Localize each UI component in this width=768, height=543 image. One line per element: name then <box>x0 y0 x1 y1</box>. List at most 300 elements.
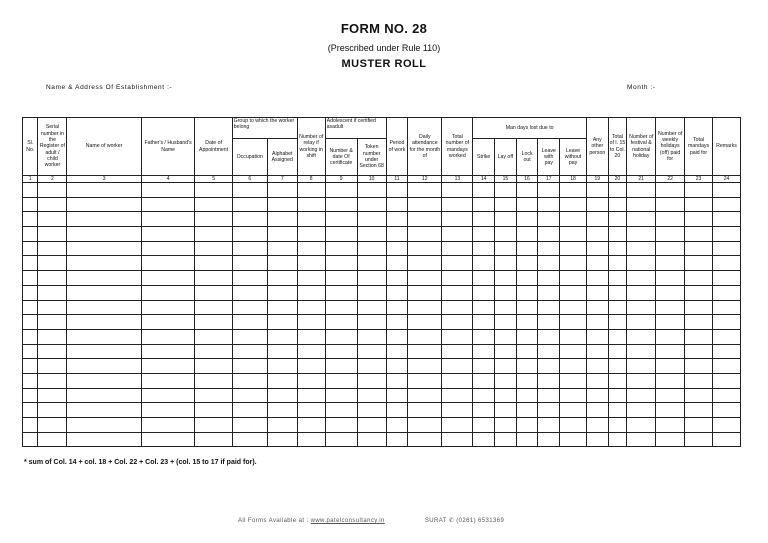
table-cell[interactable] <box>627 344 656 359</box>
table-cell[interactable] <box>408 373 442 388</box>
table-cell[interactable] <box>141 388 195 403</box>
table-cell[interactable] <box>586 300 608 315</box>
table-cell[interactable] <box>586 373 608 388</box>
table-cell[interactable] <box>386 241 408 256</box>
table-cell[interactable] <box>38 212 67 227</box>
table-cell[interactable] <box>712 197 740 212</box>
table-cell[interactable] <box>386 315 408 330</box>
table-cell[interactable] <box>656 388 685 403</box>
table-cell[interactable] <box>495 373 517 388</box>
table-cell[interactable] <box>442 418 473 433</box>
table-cell[interactable] <box>560 359 587 374</box>
table-cell[interactable] <box>627 256 656 271</box>
table-cell[interactable] <box>67 227 141 242</box>
table-cell[interactable] <box>442 359 473 374</box>
table-cell[interactable] <box>538 373 560 388</box>
table-cell[interactable] <box>23 315 38 330</box>
table-cell[interactable] <box>442 256 473 271</box>
table-cell[interactable] <box>23 359 38 374</box>
table-cell[interactable] <box>408 227 442 242</box>
table-cell[interactable] <box>23 271 38 286</box>
table-cell[interactable] <box>23 432 38 447</box>
table-cell[interactable] <box>67 359 141 374</box>
table-cell[interactable] <box>538 300 560 315</box>
table-cell[interactable] <box>495 271 517 286</box>
table-cell[interactable] <box>232 183 267 198</box>
table-cell[interactable] <box>656 227 685 242</box>
table-cell[interactable] <box>408 256 442 271</box>
table-cell[interactable] <box>656 241 685 256</box>
table-cell[interactable] <box>232 388 267 403</box>
table-cell[interactable] <box>267 315 297 330</box>
table-cell[interactable] <box>473 197 495 212</box>
table-cell[interactable] <box>386 197 408 212</box>
table-cell[interactable] <box>23 418 38 433</box>
table-cell[interactable] <box>267 329 297 344</box>
table-cell[interactable] <box>473 300 495 315</box>
table-cell[interactable] <box>538 344 560 359</box>
table-cell[interactable] <box>685 197 713 212</box>
table-cell[interactable] <box>495 197 517 212</box>
table-cell[interactable] <box>495 212 517 227</box>
table-cell[interactable] <box>357 241 386 256</box>
table-cell[interactable] <box>67 300 141 315</box>
table-cell[interactable] <box>141 227 195 242</box>
table-cell[interactable] <box>516 271 538 286</box>
table-cell[interactable] <box>195 359 232 374</box>
table-cell[interactable] <box>23 227 38 242</box>
table-cell[interactable] <box>586 256 608 271</box>
table-cell[interactable] <box>560 388 587 403</box>
table-cell[interactable] <box>267 300 297 315</box>
table-cell[interactable] <box>38 418 67 433</box>
table-cell[interactable] <box>516 285 538 300</box>
table-cell[interactable] <box>538 212 560 227</box>
table-cell[interactable] <box>297 403 325 418</box>
table-cell[interactable] <box>473 403 495 418</box>
table-cell[interactable] <box>195 388 232 403</box>
table-cell[interactable] <box>586 403 608 418</box>
table-cell[interactable] <box>516 373 538 388</box>
table-cell[interactable] <box>586 388 608 403</box>
table-cell[interactable] <box>538 285 560 300</box>
table-cell[interactable] <box>495 388 517 403</box>
table-cell[interactable] <box>442 227 473 242</box>
table-cell[interactable] <box>712 300 740 315</box>
table-cell[interactable] <box>516 329 538 344</box>
table-cell[interactable] <box>195 241 232 256</box>
table-cell[interactable] <box>656 315 685 330</box>
table-cell[interactable] <box>473 329 495 344</box>
table-cell[interactable] <box>538 329 560 344</box>
table-cell[interactable] <box>627 197 656 212</box>
table-cell[interactable] <box>538 183 560 198</box>
table-cell[interactable] <box>685 359 713 374</box>
table-cell[interactable] <box>712 373 740 388</box>
table-cell[interactable] <box>38 359 67 374</box>
table-cell[interactable] <box>586 432 608 447</box>
table-cell[interactable] <box>141 197 195 212</box>
table-cell[interactable] <box>442 271 473 286</box>
table-cell[interactable] <box>297 344 325 359</box>
table-cell[interactable] <box>560 285 587 300</box>
table-cell[interactable] <box>232 197 267 212</box>
table-cell[interactable] <box>516 241 538 256</box>
table-cell[interactable] <box>325 285 357 300</box>
table-cell[interactable] <box>442 344 473 359</box>
table-cell[interactable] <box>297 197 325 212</box>
table-cell[interactable] <box>141 418 195 433</box>
table-cell[interactable] <box>516 212 538 227</box>
table-cell[interactable] <box>267 344 297 359</box>
table-cell[interactable] <box>195 315 232 330</box>
table-cell[interactable] <box>408 359 442 374</box>
table-cell[interactable] <box>141 212 195 227</box>
table-cell[interactable] <box>232 344 267 359</box>
table-cell[interactable] <box>627 300 656 315</box>
table-cell[interactable] <box>386 359 408 374</box>
table-cell[interactable] <box>357 418 386 433</box>
table-cell[interactable] <box>495 183 517 198</box>
table-cell[interactable] <box>495 315 517 330</box>
table-cell[interactable] <box>538 388 560 403</box>
table-cell[interactable] <box>67 285 141 300</box>
table-cell[interactable] <box>232 418 267 433</box>
table-cell[interactable] <box>586 329 608 344</box>
table-cell[interactable] <box>656 418 685 433</box>
table-cell[interactable] <box>685 212 713 227</box>
table-cell[interactable] <box>712 256 740 271</box>
table-cell[interactable] <box>712 329 740 344</box>
table-cell[interactable] <box>232 227 267 242</box>
table-cell[interactable] <box>608 183 627 198</box>
table-cell[interactable] <box>516 256 538 271</box>
table-cell[interactable] <box>267 212 297 227</box>
table-cell[interactable] <box>23 241 38 256</box>
table-cell[interactable] <box>195 373 232 388</box>
table-cell[interactable] <box>325 373 357 388</box>
table-cell[interactable] <box>608 373 627 388</box>
table-cell[interactable] <box>38 227 67 242</box>
table-cell[interactable] <box>627 373 656 388</box>
table-cell[interactable] <box>357 329 386 344</box>
table-cell[interactable] <box>685 285 713 300</box>
table-cell[interactable] <box>141 183 195 198</box>
table-cell[interactable] <box>538 359 560 374</box>
table-cell[interactable] <box>195 344 232 359</box>
table-cell[interactable] <box>232 256 267 271</box>
table-cell[interactable] <box>656 285 685 300</box>
table-cell[interactable] <box>516 197 538 212</box>
table-cell[interactable] <box>267 388 297 403</box>
table-cell[interactable] <box>608 315 627 330</box>
table-cell[interactable] <box>38 183 67 198</box>
table-cell[interactable] <box>67 241 141 256</box>
table-cell[interactable] <box>608 432 627 447</box>
table-cell[interactable] <box>608 285 627 300</box>
table-cell[interactable] <box>473 256 495 271</box>
table-cell[interactable] <box>67 388 141 403</box>
table-cell[interactable] <box>141 256 195 271</box>
table-cell[interactable] <box>516 388 538 403</box>
table-cell[interactable] <box>495 300 517 315</box>
table-cell[interactable] <box>67 315 141 330</box>
table-cell[interactable] <box>67 418 141 433</box>
table-cell[interactable] <box>560 227 587 242</box>
table-cell[interactable] <box>267 418 297 433</box>
table-cell[interactable] <box>325 227 357 242</box>
table-cell[interactable] <box>627 403 656 418</box>
table-cell[interactable] <box>627 183 656 198</box>
table-cell[interactable] <box>38 256 67 271</box>
table-cell[interactable] <box>656 344 685 359</box>
table-cell[interactable] <box>267 285 297 300</box>
table-cell[interactable] <box>357 344 386 359</box>
table-cell[interactable] <box>232 315 267 330</box>
table-cell[interactable] <box>38 285 67 300</box>
table-cell[interactable] <box>325 432 357 447</box>
table-cell[interactable] <box>386 418 408 433</box>
table-cell[interactable] <box>297 329 325 344</box>
table-cell[interactable] <box>712 418 740 433</box>
table-cell[interactable] <box>297 359 325 374</box>
table-cell[interactable] <box>560 300 587 315</box>
table-cell[interactable] <box>386 432 408 447</box>
table-cell[interactable] <box>627 227 656 242</box>
table-cell[interactable] <box>586 271 608 286</box>
table-cell[interactable] <box>586 227 608 242</box>
table-cell[interactable] <box>195 271 232 286</box>
table-cell[interactable] <box>267 359 297 374</box>
table-cell[interactable] <box>357 183 386 198</box>
table-cell[interactable] <box>23 344 38 359</box>
table-cell[interactable] <box>608 359 627 374</box>
table-cell[interactable] <box>608 241 627 256</box>
table-cell[interactable] <box>560 241 587 256</box>
table-cell[interactable] <box>560 329 587 344</box>
table-cell[interactable] <box>586 344 608 359</box>
table-cell[interactable] <box>473 212 495 227</box>
table-cell[interactable] <box>516 432 538 447</box>
table-cell[interactable] <box>141 285 195 300</box>
table-cell[interactable] <box>23 373 38 388</box>
table-cell[interactable] <box>516 418 538 433</box>
table-cell[interactable] <box>297 212 325 227</box>
table-cell[interactable] <box>442 212 473 227</box>
table-cell[interactable] <box>38 315 67 330</box>
table-cell[interactable] <box>195 256 232 271</box>
table-cell[interactable] <box>67 432 141 447</box>
table-cell[interactable] <box>195 227 232 242</box>
table-cell[interactable] <box>23 388 38 403</box>
table-cell[interactable] <box>386 271 408 286</box>
table-cell[interactable] <box>23 403 38 418</box>
table-cell[interactable] <box>141 403 195 418</box>
table-cell[interactable] <box>495 329 517 344</box>
table-cell[interactable] <box>473 315 495 330</box>
table-cell[interactable] <box>267 227 297 242</box>
table-cell[interactable] <box>408 271 442 286</box>
table-cell[interactable] <box>442 183 473 198</box>
table-cell[interactable] <box>442 388 473 403</box>
table-cell[interactable] <box>608 329 627 344</box>
table-cell[interactable] <box>325 256 357 271</box>
table-cell[interactable] <box>473 285 495 300</box>
table-cell[interactable] <box>627 212 656 227</box>
table-cell[interactable] <box>297 256 325 271</box>
table-cell[interactable] <box>712 241 740 256</box>
table-cell[interactable] <box>656 197 685 212</box>
table-cell[interactable] <box>141 373 195 388</box>
table-cell[interactable] <box>442 373 473 388</box>
table-cell[interactable] <box>627 241 656 256</box>
table-cell[interactable] <box>357 197 386 212</box>
table-cell[interactable] <box>297 373 325 388</box>
table-cell[interactable] <box>297 241 325 256</box>
table-cell[interactable] <box>267 183 297 198</box>
table-cell[interactable] <box>685 403 713 418</box>
table-cell[interactable] <box>357 432 386 447</box>
table-cell[interactable] <box>712 285 740 300</box>
table-cell[interactable] <box>67 329 141 344</box>
table-cell[interactable] <box>23 197 38 212</box>
table-cell[interactable] <box>267 241 297 256</box>
table-cell[interactable] <box>195 300 232 315</box>
table-cell[interactable] <box>325 212 357 227</box>
table-cell[interactable] <box>408 418 442 433</box>
table-cell[interactable] <box>232 285 267 300</box>
table-cell[interactable] <box>232 300 267 315</box>
table-cell[interactable] <box>685 432 713 447</box>
table-cell[interactable] <box>408 300 442 315</box>
table-cell[interactable] <box>38 197 67 212</box>
table-cell[interactable] <box>67 271 141 286</box>
table-cell[interactable] <box>195 197 232 212</box>
table-cell[interactable] <box>141 329 195 344</box>
table-cell[interactable] <box>442 403 473 418</box>
table-cell[interactable] <box>357 285 386 300</box>
table-cell[interactable] <box>38 373 67 388</box>
footer-website-link[interactable]: www.patelconsultancy.in <box>310 518 385 524</box>
table-cell[interactable] <box>538 271 560 286</box>
table-cell[interactable] <box>712 315 740 330</box>
table-cell[interactable] <box>712 403 740 418</box>
table-cell[interactable] <box>685 183 713 198</box>
table-cell[interactable] <box>357 315 386 330</box>
table-cell[interactable] <box>141 300 195 315</box>
table-cell[interactable] <box>386 256 408 271</box>
table-cell[interactable] <box>656 212 685 227</box>
table-cell[interactable] <box>195 212 232 227</box>
table-cell[interactable] <box>538 418 560 433</box>
table-cell[interactable] <box>586 197 608 212</box>
table-cell[interactable] <box>67 373 141 388</box>
table-cell[interactable] <box>473 183 495 198</box>
table-cell[interactable] <box>608 300 627 315</box>
table-cell[interactable] <box>408 212 442 227</box>
table-cell[interactable] <box>627 315 656 330</box>
table-cell[interactable] <box>297 418 325 433</box>
table-cell[interactable] <box>685 300 713 315</box>
table-cell[interactable] <box>408 329 442 344</box>
table-cell[interactable] <box>297 315 325 330</box>
table-cell[interactable] <box>538 256 560 271</box>
table-cell[interactable] <box>627 432 656 447</box>
table-cell[interactable] <box>267 373 297 388</box>
table-cell[interactable] <box>267 403 297 418</box>
table-cell[interactable] <box>67 344 141 359</box>
table-cell[interactable] <box>23 183 38 198</box>
table-cell[interactable] <box>408 388 442 403</box>
table-cell[interactable] <box>560 373 587 388</box>
table-cell[interactable] <box>141 271 195 286</box>
table-cell[interactable] <box>586 315 608 330</box>
table-cell[interactable] <box>608 212 627 227</box>
table-cell[interactable] <box>141 432 195 447</box>
table-cell[interactable] <box>712 359 740 374</box>
table-cell[interactable] <box>516 183 538 198</box>
table-cell[interactable] <box>656 329 685 344</box>
table-cell[interactable] <box>712 388 740 403</box>
table-cell[interactable] <box>386 212 408 227</box>
table-cell[interactable] <box>473 373 495 388</box>
table-cell[interactable] <box>195 183 232 198</box>
table-cell[interactable] <box>560 256 587 271</box>
table-cell[interactable] <box>23 329 38 344</box>
table-cell[interactable] <box>386 344 408 359</box>
table-cell[interactable] <box>608 271 627 286</box>
table-cell[interactable] <box>538 432 560 447</box>
table-cell[interactable] <box>442 329 473 344</box>
table-cell[interactable] <box>586 183 608 198</box>
table-cell[interactable] <box>560 315 587 330</box>
table-cell[interactable] <box>408 197 442 212</box>
table-cell[interactable] <box>560 432 587 447</box>
table-cell[interactable] <box>442 432 473 447</box>
table-cell[interactable] <box>325 344 357 359</box>
table-cell[interactable] <box>442 285 473 300</box>
table-cell[interactable] <box>495 403 517 418</box>
table-cell[interactable] <box>357 212 386 227</box>
table-cell[interactable] <box>712 344 740 359</box>
table-cell[interactable] <box>195 403 232 418</box>
table-cell[interactable] <box>232 373 267 388</box>
table-cell[interactable] <box>232 212 267 227</box>
table-cell[interactable] <box>23 256 38 271</box>
table-cell[interactable] <box>495 432 517 447</box>
table-cell[interactable] <box>297 227 325 242</box>
table-cell[interactable] <box>23 300 38 315</box>
table-cell[interactable] <box>442 241 473 256</box>
table-cell[interactable] <box>408 183 442 198</box>
table-cell[interactable] <box>67 256 141 271</box>
table-cell[interactable] <box>495 285 517 300</box>
table-cell[interactable] <box>442 315 473 330</box>
table-cell[interactable] <box>608 344 627 359</box>
table-cell[interactable] <box>495 227 517 242</box>
table-cell[interactable] <box>608 256 627 271</box>
table-cell[interactable] <box>656 183 685 198</box>
table-cell[interactable] <box>386 373 408 388</box>
table-cell[interactable] <box>325 183 357 198</box>
table-cell[interactable] <box>232 359 267 374</box>
table-cell[interactable] <box>473 241 495 256</box>
table-cell[interactable] <box>267 432 297 447</box>
table-cell[interactable] <box>495 241 517 256</box>
table-cell[interactable] <box>495 256 517 271</box>
table-cell[interactable] <box>516 315 538 330</box>
table-cell[interactable] <box>656 271 685 286</box>
